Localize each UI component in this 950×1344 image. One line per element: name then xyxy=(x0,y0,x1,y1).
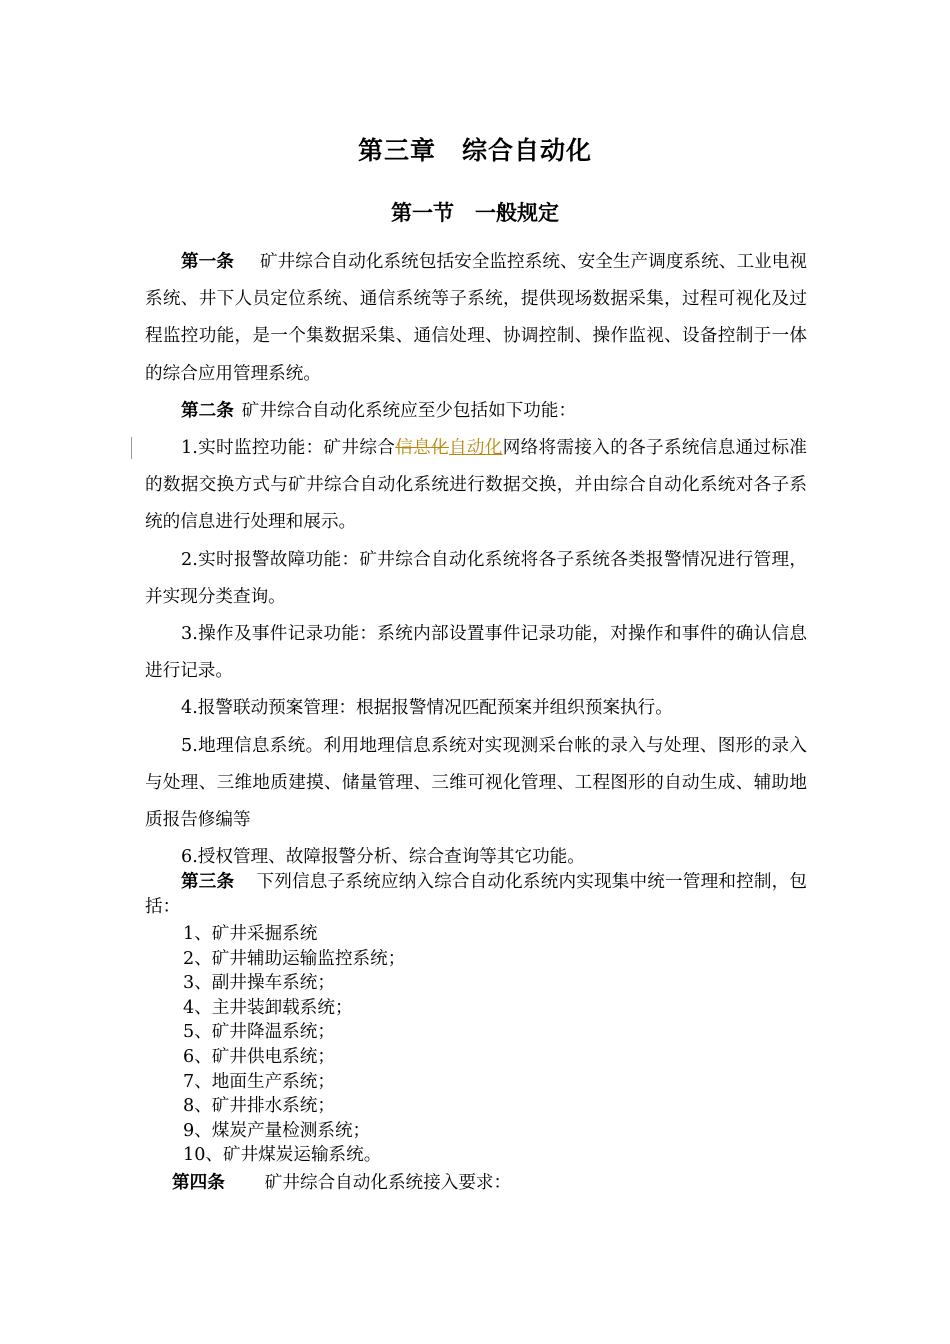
item-1-text-start: 1.实时监控功能：矿井综合 xyxy=(181,438,396,459)
list-item: 4、主井装卸载系统； xyxy=(183,997,353,1018)
article-4 xyxy=(172,1170,511,1196)
tracked-deletion: 信息化 xyxy=(395,438,449,459)
list-item: 8、矿井排水系统； xyxy=(183,1096,335,1117)
subsystem-list xyxy=(183,922,405,1168)
list-item: 10、矿井煤炭运输系统。 xyxy=(183,1145,382,1166)
article-2-item-5: 5.地理信息系统。利用地理信息系统对实现测采台帐的录入与处理、图形的录入与处理、三维地质建摸、储量管理、三维可视化管理、工程图形的自动生成、辅助地质报告修编等 xyxy=(145,735,807,831)
list-item: 3、副井操车系统； xyxy=(183,973,335,994)
article-3-label: 第三条 xyxy=(181,872,235,892)
list-item: 7、地面生产系统； xyxy=(183,1071,335,1092)
article-3 xyxy=(145,870,807,920)
revision-change-bar xyxy=(131,437,132,459)
article-1-label: 第一条 xyxy=(181,252,234,272)
list-item: 9、煤炭产量检测系统； xyxy=(183,1120,371,1141)
article-2-item-3: 3.操作及事件记录功能：系统内部设置事件记录功能，对操作和事件的确认信息进行记录。 xyxy=(145,624,807,682)
chapter-title: 第三章 综合自动化 xyxy=(357,136,592,165)
article-2-item-6: 6.授权管理、故障报警分析、综合查询等其它功能。 xyxy=(181,847,585,868)
article-2-label: 第二条 xyxy=(181,400,234,421)
article-4-text: 矿井综合自动化系统接入要求： xyxy=(264,1173,512,1193)
item-1-text-end: 网络将需接入的各子系统信息通过标准的数据交换方式与矿井综合自动化系统进行数据交换，并由综合自动化系统对各子系统的信息进行处理和展示。 xyxy=(145,438,807,533)
article-2-item-2: 2.实时报警故障功能：矿井综合自动化系统将各子系统各类报警情况进行管理，并实现分类查询。 xyxy=(145,549,807,607)
article-2-item-1 xyxy=(145,430,807,542)
tracked-insertion: 自动化 xyxy=(448,438,503,459)
list-item: 6、矿井供电系统； xyxy=(183,1046,335,1067)
article-2-item-4: 4.报警联动预案管理：根据报警情况匹配预案并组织预案执行。 xyxy=(181,698,673,719)
article-2 xyxy=(145,393,807,430)
list-item: 5、矿井降温系统； xyxy=(183,1022,335,1043)
section-title: 第一节 一般规定 xyxy=(391,201,559,225)
article-4-label: 第四条 xyxy=(172,1173,225,1193)
list-item: 2、矿井辅助运输监控系统； xyxy=(183,948,406,969)
article-3-intro: 下列信息子系统应纳入综合自动化系统内实现集中统一管理和控制，包括： xyxy=(145,872,807,917)
article-2-intro: 矿井综合自动化系统应至少包括如下功能： xyxy=(241,400,577,421)
article-1 xyxy=(145,244,807,393)
list-item: 1、矿井采掘系统 xyxy=(183,924,318,944)
article-body xyxy=(145,244,807,876)
article-1-text: 矿井综合自动化系统包括安全监控系统、安全生产调度系统、工业电视系统、井下人员定位系统、通信系统等子系统，提供现场数据采集，过程可视化及过程监控功能，是一个集数据采集、通信处理、协调控制、操作监视、设备控制于一体的综合应用管理系统。 xyxy=(145,252,807,384)
